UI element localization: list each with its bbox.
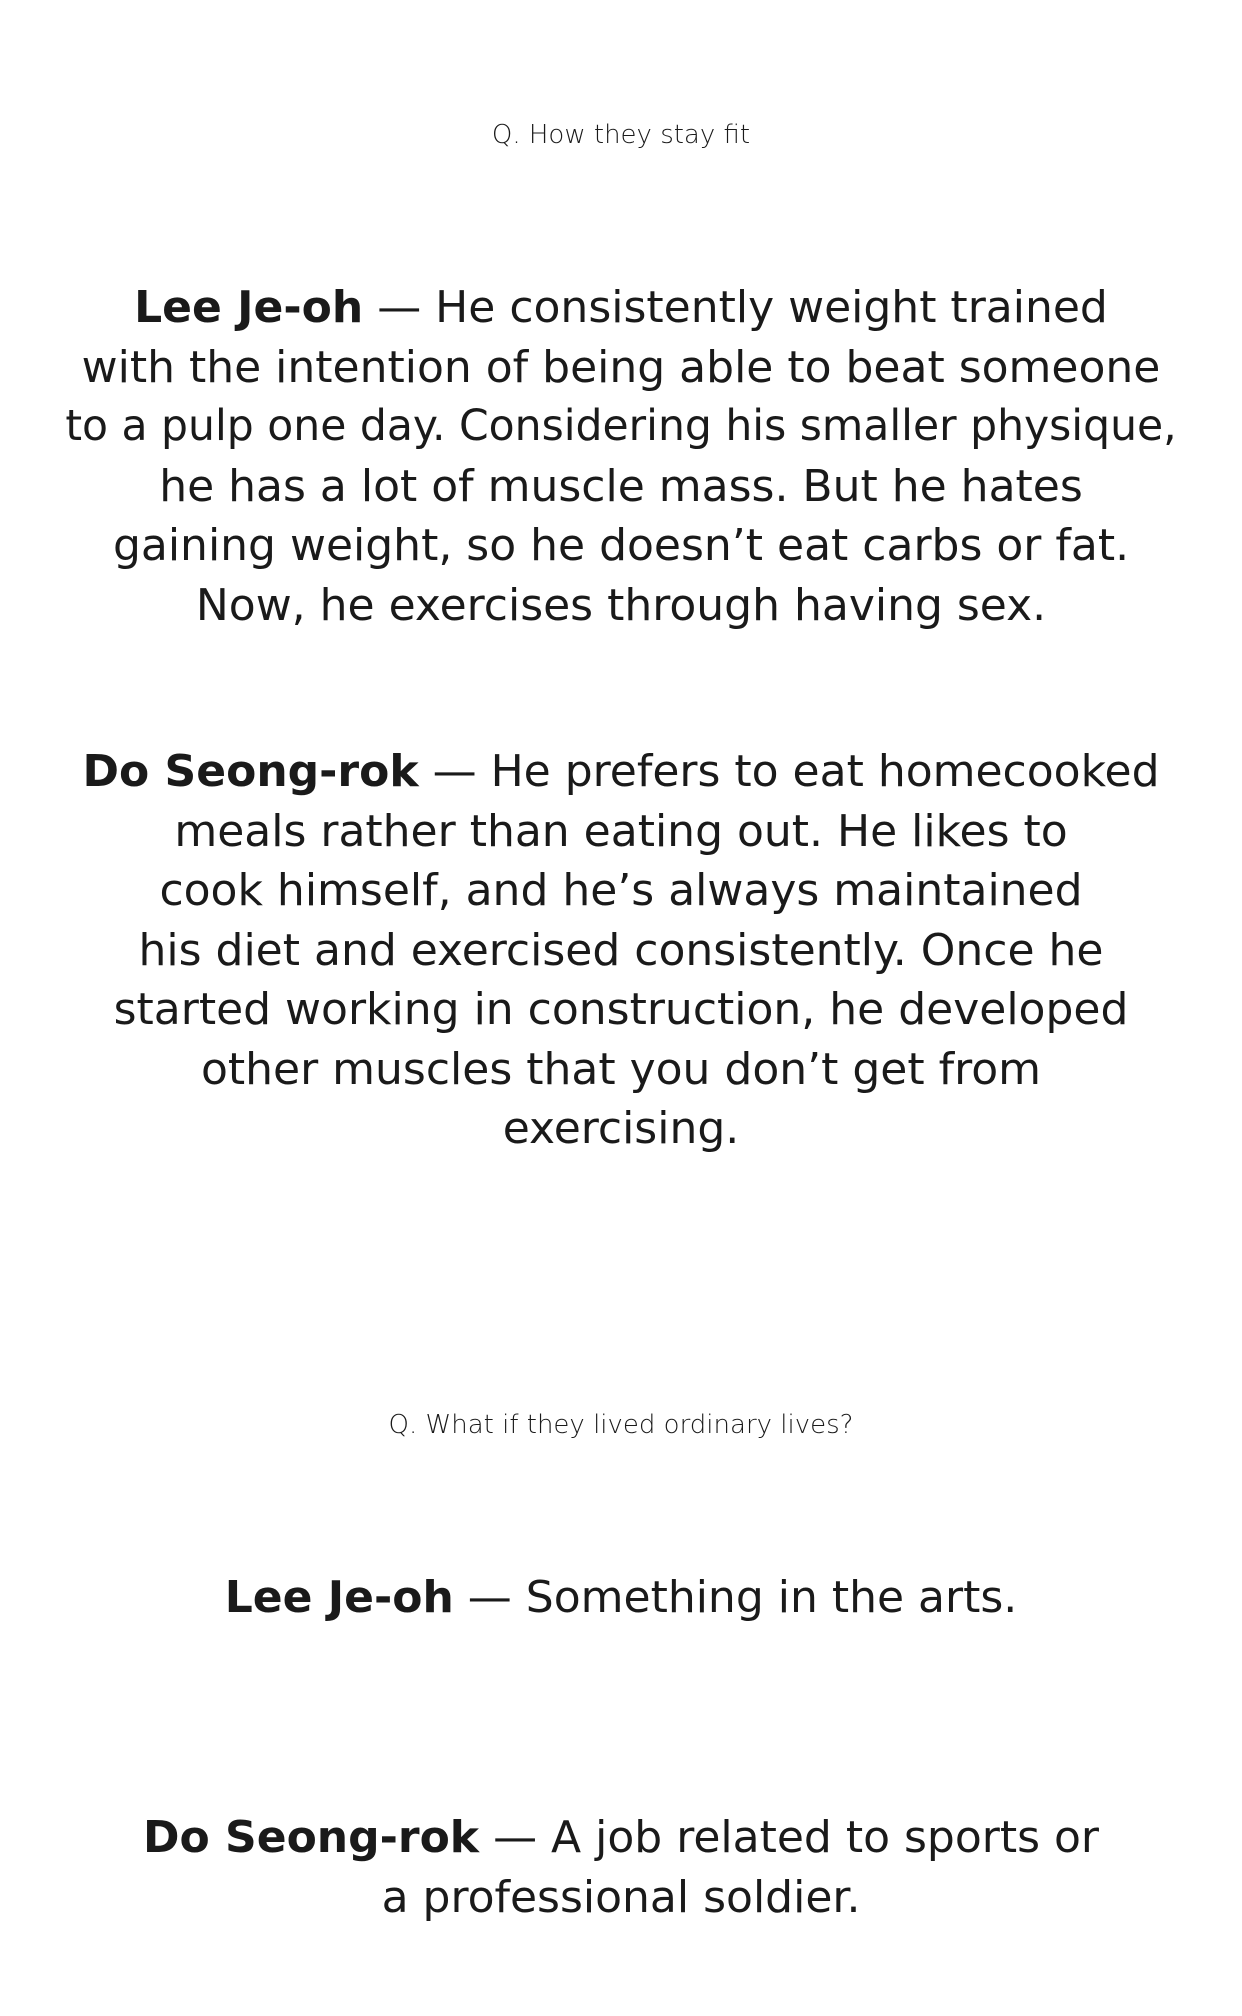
answer-line: with the intention of being able to beat someone (81, 341, 1161, 393)
answer-first-line (60, 742, 1182, 802)
answer-first-line (60, 1808, 1182, 1868)
answer-line: he has a lot of muscle mass. But he hates (159, 460, 1083, 512)
answer-first-line (60, 1568, 1182, 1628)
answer-first-line (60, 278, 1182, 338)
answer-line: Now, he exercises through having sex. (195, 579, 1047, 631)
answer-line: a professional soldier. (381, 1871, 861, 1923)
answer-line: other muscles that you don’t get from (200, 1043, 1042, 1095)
answer-line: started working in construction, he developed (113, 984, 1129, 1035)
answer-line: gaining weight, so he doesn’t eat carbs or fat. (112, 520, 1130, 571)
answer-line: to a pulp one day. Considering his smaller physique, (65, 402, 1177, 451)
answer-line: exercising. (502, 1103, 740, 1154)
question-heading-fitness: Q. How they stay fit (491, 120, 751, 150)
answer-lee-jeoh-ordinary (60, 1568, 1182, 1628)
question-heading-ordinary-lives: Q. What if they lived ordinary lives? (388, 1410, 854, 1440)
speaker-name: Do Seong-rok (142, 1812, 480, 1863)
answer-lee-jeoh-fitness (60, 278, 1182, 635)
answer-text: — Something in the arts. (453, 1572, 1018, 1623)
speaker-name: Lee Je-oh (134, 282, 364, 333)
answer-do-seongrok-ordinary (60, 1808, 1182, 1927)
answer-do-seongrok-fitness (60, 742, 1182, 1159)
answer-text: — He prefers to eat homecooked (418, 746, 1160, 797)
speaker-name: Lee Je-oh (224, 1572, 454, 1623)
answer-line: meals rather than eating out. He likes to (174, 805, 1068, 857)
speaker-name: Do Seong-rok (82, 746, 419, 797)
answer-line: his diet and exercised consistently. Once he (138, 924, 1104, 976)
answer-line: cook himself, and he’s always maintained (159, 865, 1083, 916)
answer-text: — A job related to sports or (479, 1812, 1100, 1863)
answer-text: — He consistently weight trained (363, 282, 1108, 333)
